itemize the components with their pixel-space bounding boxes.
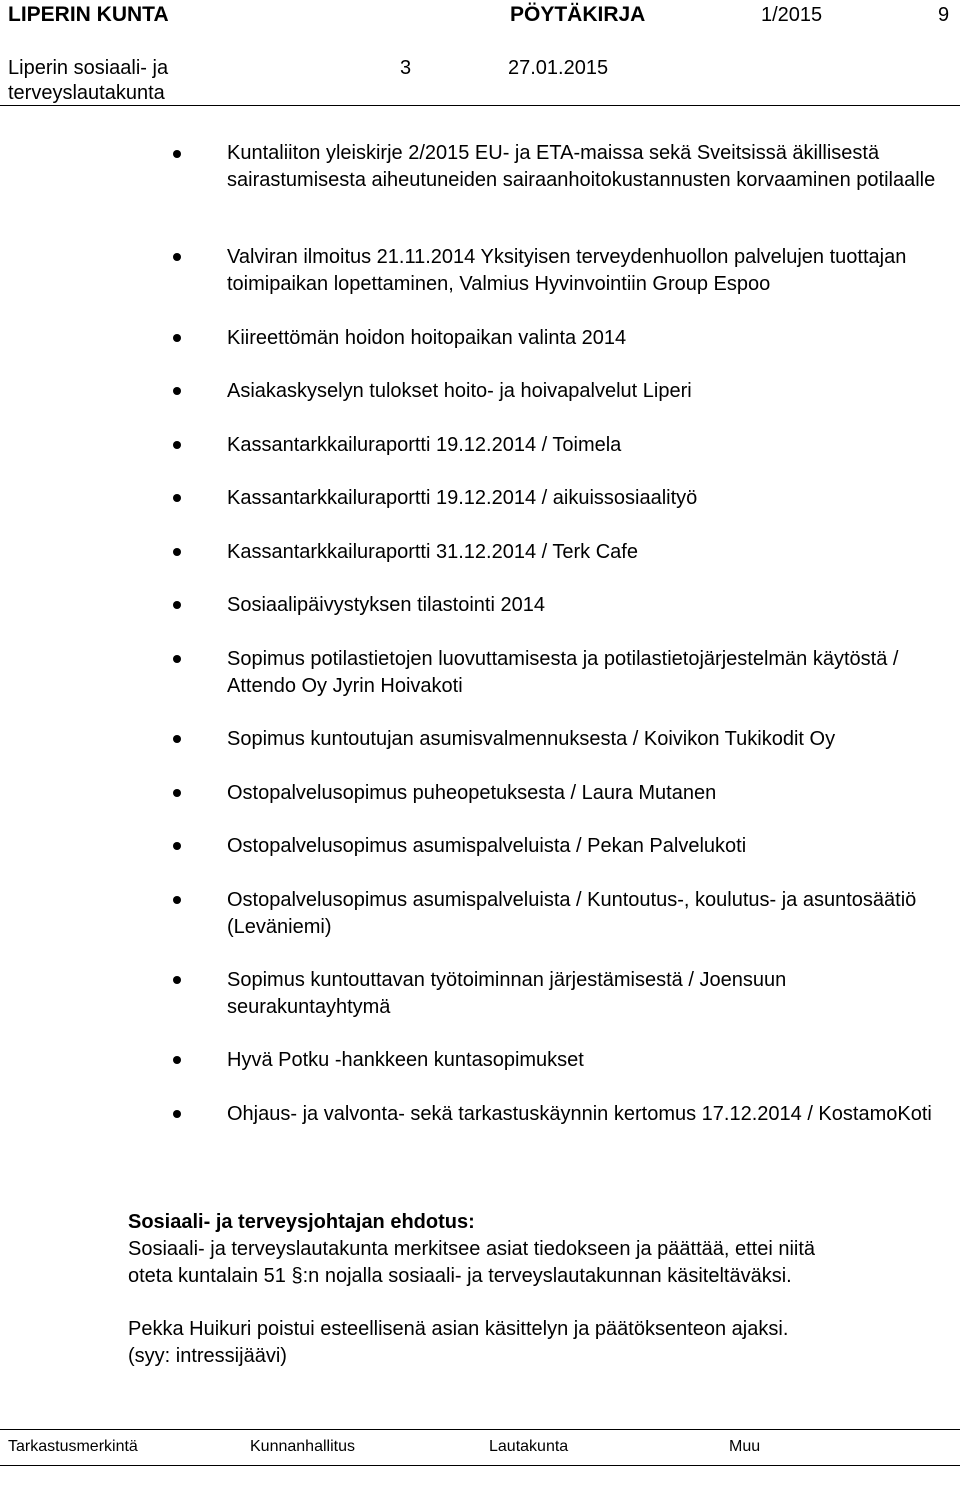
footer-other: Muu xyxy=(729,1438,761,1455)
section-number: 3 xyxy=(400,57,412,79)
list-item: Kuntaliiton yleiskirje 2/2015 EU- ja ETA-maissa sekä Sveitsissä äkillisestä sairastumisesta aiheutuneiden sairaanhoitokustannusten korvaaminen potilaalle xyxy=(227,142,936,191)
bullet-icon xyxy=(173,655,181,663)
list-item: Kassantarkkailuraportti 19.12.2014 / Toimela xyxy=(227,434,622,456)
note-line1: Pekka Huikuri poistui esteellisenä asian käsittelyn ja päätöksenteon ajaksi. xyxy=(128,1318,789,1340)
bullet-icon xyxy=(173,1110,181,1118)
page-number: 9 xyxy=(938,4,950,26)
bullet-icon xyxy=(173,548,181,556)
disqualification-note xyxy=(128,1316,938,1370)
bullet-icon xyxy=(173,842,181,850)
proposal-heading: Sosiaali- ja terveysjohtajan ehdotus: xyxy=(128,1211,475,1233)
document-number: 1/2015 xyxy=(761,4,823,26)
bullet-icon xyxy=(173,789,181,797)
bullet-icon xyxy=(173,896,181,904)
list-item: Kiireettömän hoidon hoitopaikan valinta 2014 xyxy=(227,327,627,349)
committee-name-line1: Liperin sosiaali- ja xyxy=(8,57,169,79)
list-item: Ostopalvelusopimus asumispalveluista / Kuntoutus-, koulutus- ja asuntosäätiö (Leväniemi) xyxy=(227,889,917,938)
bullet-icon xyxy=(173,735,181,743)
bullet-icon xyxy=(173,334,181,342)
list-item: Sopimus kuntoutujan asumisvalmennuksesta / Koivikon Tukikodit Oy xyxy=(227,728,836,750)
bullet-icon xyxy=(173,601,181,609)
proposal-text-line1: Sosiaali- ja terveyslautakunta merkitsee asiat tiedokseen ja päättää, ettei niitä xyxy=(128,1238,816,1260)
committee-name-line2: terveyslautakunta xyxy=(8,82,165,104)
list-item: Valviran ilmoitus 21.11.2014 Yksityisen terveydenhuollon palvelujen tuottajan toimipaikan lopettaminen, Valmius Hyvinvointiin Group Espoo xyxy=(227,246,907,295)
footer-municipal-board: Kunnanhallitus xyxy=(250,1438,355,1455)
proposal-section xyxy=(128,1209,938,1290)
footer-divider xyxy=(0,1429,960,1430)
header-divider xyxy=(0,105,960,106)
list-item: Ostopalvelusopimus puheopetuksesta / Laura Mutanen xyxy=(227,782,717,804)
bullet-icon xyxy=(173,494,181,502)
list-item: Kassantarkkailuraportti 19.12.2014 / aikuissosiaalityö xyxy=(227,487,698,509)
list-item: Asiakaskyselyn tulokset hoito- ja hoivapalvelut Liperi xyxy=(227,380,692,402)
list-item: Sopimus potilastietojen luovuttamisesta ja potilastietojärjestelmän käytöstä / Attendo Oy Jyrin Hoivakoti xyxy=(227,648,899,697)
footer-committee: Lautakunta xyxy=(489,1438,569,1455)
list-item: Sosiaalipäivystyksen tilastointi 2014 xyxy=(227,594,545,616)
list-item: Sopimus kuntouttavan työtoiminnan järjestämisestä / Joensuun seurakuntayhtymä xyxy=(227,969,787,1018)
bullet-icon xyxy=(173,253,181,261)
list-item: Kassantarkkailuraportti 31.12.2014 / Terk Cafe xyxy=(227,541,638,563)
bullet-icon xyxy=(173,976,181,984)
footer-review-mark: Tarkastusmerkintä xyxy=(8,1438,138,1455)
meeting-date: 27.01.2015 xyxy=(508,57,609,79)
document-type: PÖYTÄKIRJA xyxy=(510,3,646,26)
bullet-icon xyxy=(173,1056,181,1064)
list-item: Ostopalvelusopimus asumispalveluista / Pekan Palvelukoti xyxy=(227,835,747,857)
footer-bottom-divider xyxy=(0,1465,960,1466)
municipality-name: LIPERIN KUNTA xyxy=(8,3,169,26)
list-item: Ohjaus- ja valvonta- sekä tarkastuskäynnin kertomus 17.12.2014 / KostamoKoti xyxy=(227,1103,932,1125)
bullet-icon xyxy=(173,441,181,449)
proposal-text-line2: oteta kuntalain 51 §:n nojalla sosiaali- ja terveyslautakunnan käsiteltäväksi. xyxy=(128,1265,792,1287)
bullet-icon xyxy=(173,387,181,395)
note-line2: (syy: intressijäävi) xyxy=(128,1345,287,1367)
list-item: Hyvä Potku -hankkeen kuntasopimukset xyxy=(227,1049,584,1071)
bullet-icon xyxy=(173,150,181,158)
